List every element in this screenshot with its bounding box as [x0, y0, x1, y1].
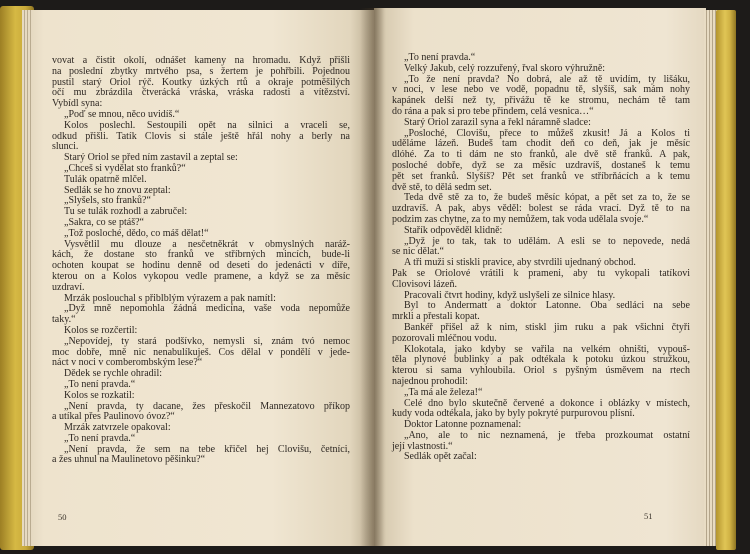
text-line: uzdravíš. A pak, abys věděl: bolest se ráda vrací. Dyž tě to na	[392, 203, 690, 215]
page-number-left: 50	[58, 512, 67, 522]
text-line: „Ta má ale železa!“	[404, 386, 483, 398]
text-line: slunci.	[52, 141, 79, 153]
text-line: vovat a čistit okolí, odnášet kameny na hromadu. Když přišli	[52, 55, 350, 66]
text-line: a utíkal přes Paulinovo óvoz?“	[52, 411, 175, 423]
text-line: dlóhé. Za to ti dám ne sto franků, ale dvě stě franků. A pak,	[392, 149, 690, 161]
text-line: očí mu zbrázdila čtverácká vráska, vráska radosti a vítězství.	[52, 87, 350, 99]
text-line: podzim zas chytne, za to my nemůžem, tak voda udělala svoje.“	[392, 213, 649, 225]
text-line: na poslední zbytky mrtvého psa, s žertem je pohřbili. Pojednou	[52, 65, 350, 77]
text-line: pět set franků. Slyšíš? Pět set franků ve stříbrňácích a k temu	[392, 170, 690, 182]
text-line: Klokotala, jako kdyby se vařila na velkém ohništi, vypouš-	[404, 343, 690, 355]
text-line: A tři muži si stiskli pravice, aby stvrdili ujednaný obchod.	[404, 257, 636, 269]
text-line: Doktor Latonne poznamenal:	[404, 419, 522, 431]
text-line: Kolos se rozkatil:	[64, 389, 135, 401]
text-line: „Poď se mnou, něco uvidíš.“	[64, 108, 180, 120]
text-line: „Tož posloché, dědo, co máš dělat!“	[64, 227, 209, 239]
text-line: ochoten koupat se hodinu denně od deseti do jedenácti v díře,	[52, 260, 350, 272]
text-line: odkud přišli. Tatík Clovis si stále ještě hřál nohy a berly na	[52, 130, 350, 142]
text-line: „Slyšels, sto franků?“	[64, 195, 151, 207]
text-line: kterou si sama vyhloubila. Oriol s pyšným úsměvem na rtech	[392, 365, 690, 377]
text-line: kách, že dostane sto franků ve stříbrných mincích, bude-li	[52, 249, 350, 261]
text-line: kapánek delší než ty, přivážu tě ke stromu, nechám tě tam	[392, 95, 690, 107]
text-line: „Nepovídej, ty stará podšívko, nemysli si, znám tvó nemoc	[64, 335, 350, 347]
text-line: „Dyž je to tak, tak to udělám. A esli se to nepovede, nedá	[404, 235, 690, 247]
text-line: uděláme lázeň. Budeš tam chodit deň co deň, jak je měsíc	[392, 138, 690, 150]
text-line: moc dobře, mně nic nenabulíkuješ. Cos dělal v pondělí v jede-	[52, 346, 350, 358]
text-line: „Ano, ale to nic neznamená, je třeba prozkoumat ostatní	[404, 429, 690, 441]
text-line: Tulák opatrně mlčel.	[64, 173, 147, 185]
text-line: „Chceš si vydělat sto franků?“	[64, 162, 186, 174]
text-line: Clovisovi lázeň.	[392, 278, 457, 290]
text-line: Kolos poslechl. Sestoupili opět na silnici a vraceli se,	[64, 119, 350, 131]
right-page-text	[392, 53, 690, 463]
text-line: Starý Oriol zarazil syna a řekl náramně sladce:	[404, 116, 591, 128]
book-gutter-shadow	[360, 8, 386, 546]
text-line: Sedlák opět začal:	[404, 451, 477, 463]
text-line: kterou on a Kolos vykopou vedle pramene, a když se za měsíc	[52, 270, 350, 282]
text-line: do rána a pak si pro tebe přindem, celá vesnica…“	[392, 105, 594, 117]
left-page-text	[52, 56, 350, 466]
text-line: Vybídl syna:	[52, 98, 103, 110]
text-line: Mrzák poslouchal s přiblblým výrazem a pak namítl:	[64, 292, 276, 304]
text-line: Byl to Andermatt a doktor Latonne. Oba sedláci na sebe	[404, 300, 690, 312]
text-line: Celé dno bylo skutečně červené a dokonce i oblázky v místech,	[404, 397, 690, 409]
text-line: náct v noci v comberombským lese?“	[52, 357, 203, 369]
text-line: Kolos se rozčertil:	[64, 324, 138, 336]
text-line: „Není pravda, že sem na tebe křičel hej Clovišu, četníci,	[64, 443, 350, 455]
text-line: její vlastnosti.“	[392, 440, 453, 452]
text-line: v noci, v lese nebo ve vodě, popadnu tě, slyšíš, sak mám nohy	[392, 84, 690, 96]
text-line: Pak se Oriolové vrátili k prameni, aby tu vykopali tatíkovi	[392, 267, 690, 279]
text-line: „To že není pravda? No dobrá, ale až tě uvidím, ty lišáku,	[404, 73, 690, 85]
text-line: Tu se tulák rozhodl a zabručel:	[64, 206, 188, 218]
text-line: „To není pravda.“	[404, 52, 476, 63]
text-line: Pracovali čtvrt hodiny, když uslyšeli ze silnice hlasy.	[404, 289, 616, 301]
text-line: „Není pravda, ty dacane, žes přeskočil Mannezatovo příkop	[64, 400, 350, 412]
text-line: „Posloché, Clovišu, přece to můžeš zkusit! Já a Kolos ti	[404, 127, 690, 139]
left-page-edges	[22, 10, 31, 546]
text-line: Velký Jakub, celý rozzuřený, řval skoro výhružně:	[404, 62, 606, 74]
text-line: Teda dvě stě za to, že budeš měsíc kópat, a pět set za to, že se	[404, 192, 690, 204]
page-number-right: 51	[644, 511, 653, 521]
text-line: kudy voda odtékala, jako by byly pokryté purpurovou plísní.	[392, 408, 635, 420]
text-line: „To není pravda.“	[64, 432, 136, 444]
text-line: pustil starý Oriol rýč. Koutky úzkých rtů a okraje potměšilých	[52, 76, 350, 88]
text-line: dvě stě, to dělá sedm set.	[392, 181, 492, 193]
book-cover-right-edge	[716, 10, 736, 550]
text-line: „To není pravda.“	[64, 378, 136, 390]
text-line: najednou prohodil:	[392, 375, 468, 387]
text-line: posloché dobře, dyž se za měsíc uzdravíš, dostaneš k temu	[392, 159, 690, 171]
text-line: pozorovali mléčnou vodu.	[392, 332, 497, 344]
text-line: mrkli a přestali kopat.	[392, 311, 480, 323]
text-line: Vysvětlil mu dlouze a nesčetněkrát v obmyslných naráž-	[64, 238, 350, 250]
text-line: taky.“	[52, 314, 76, 326]
text-line: uzdraví.	[52, 281, 85, 293]
text-line: Bankéř přišel až k nim, stiskl jim ruku a pak všichni čtyři	[404, 321, 690, 333]
text-line: Dědek se rychle ohradil:	[64, 368, 163, 380]
text-line: a žes uhnul na Maulinetovo pěšinku?“	[52, 454, 206, 466]
text-line: „Sakra, co se ptáš?“	[64, 216, 144, 228]
text-line: se nic dělat.“	[392, 246, 444, 258]
text-line: těla plynové bublinky a pak odtékala k potoku úzkou stružkou,	[392, 354, 690, 366]
text-line: „Dyž mně nepomohla žádná medicína, vaše voda nepomůže	[64, 303, 350, 315]
text-line: Stařík odpověděl klidně:	[404, 224, 503, 236]
text-line: Starý Oriol se před ním zastavil a zeptal se:	[64, 152, 238, 164]
text-line: Mrzák zatvrzele opakoval:	[64, 422, 171, 434]
text-line: Sedlák se ho znovu zeptal:	[64, 184, 171, 196]
